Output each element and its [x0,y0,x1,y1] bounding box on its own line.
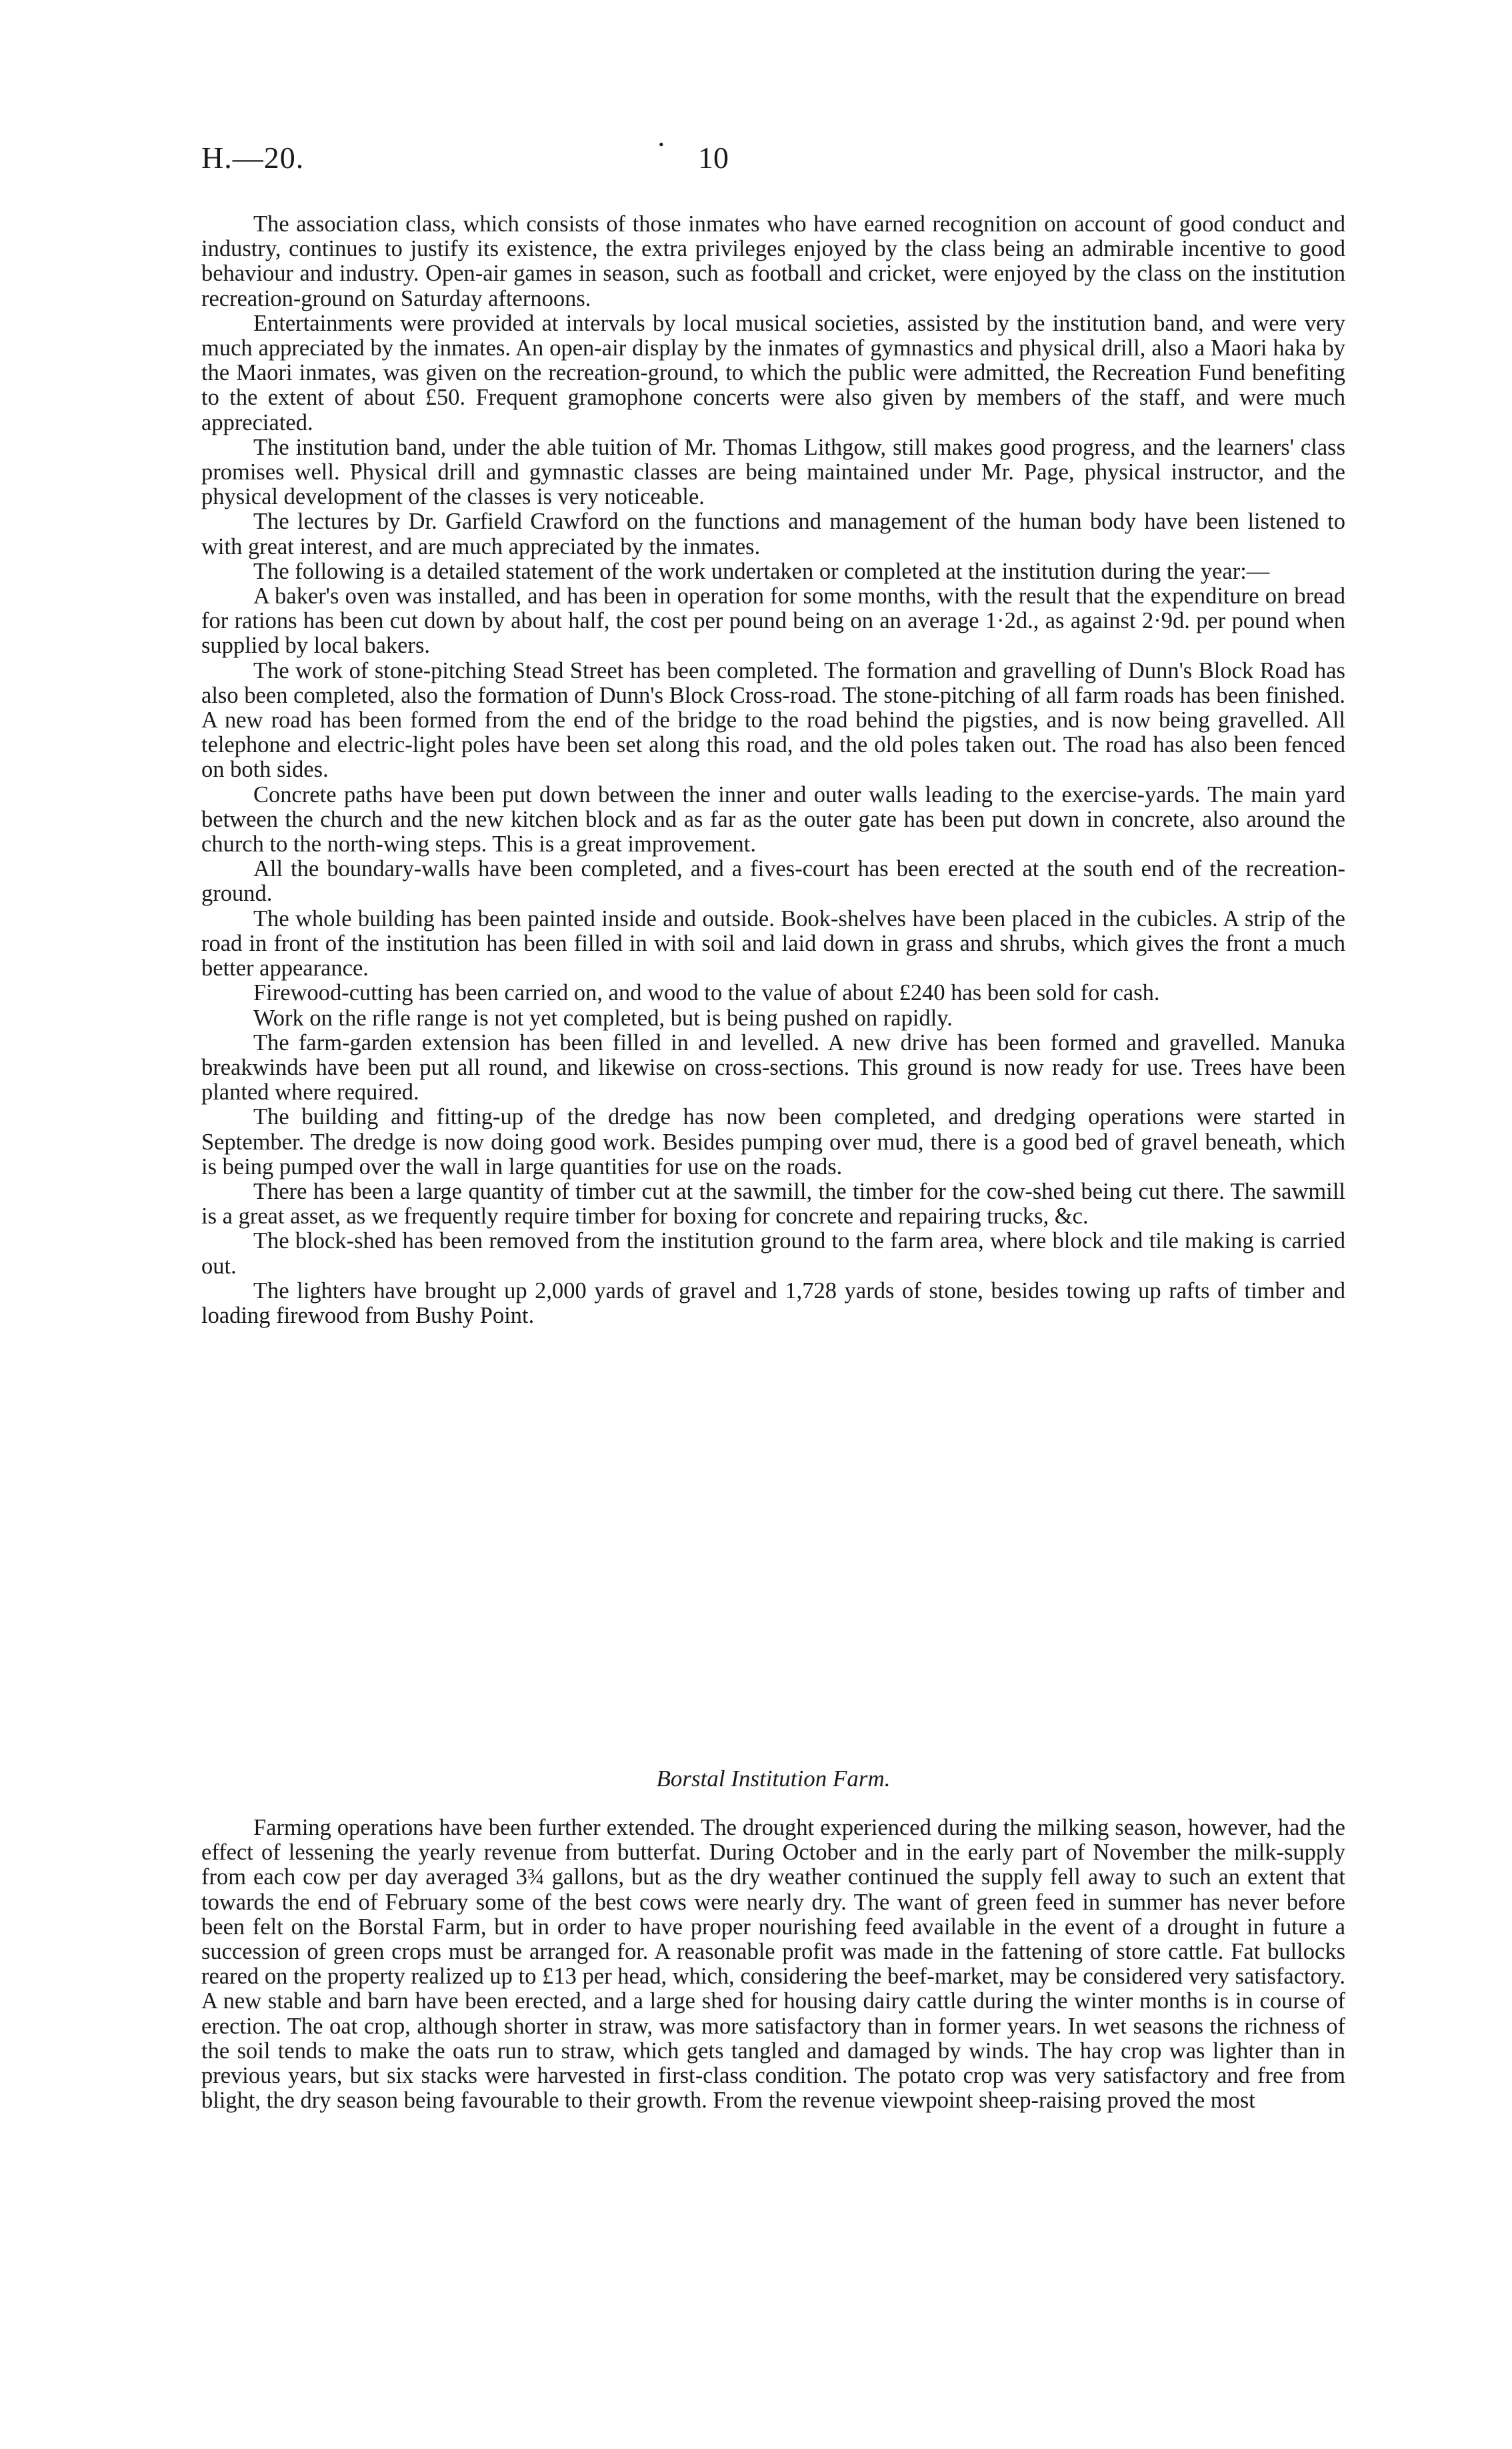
paragraph-lighters: The lighters have brought up 2,000 yards of gravel and 1,728 yards of stone, besides towing up rafts of timber and loading firewood from Bushy Point. [201,1278,1345,1328]
paragraph-statement-intro: The following is a detailed statement of the work undertaken or completed at the institution during the year:— [253,558,1270,584]
report-body [201,212,1345,1328]
paragraph-boundary-walls: All the boundary-walls have been completed, and a fives-court has been erected at the south end of the recreation-ground. [201,856,1345,907]
paragraph-firewood: Firewood-cutting has been carried on, and wood to the value of about £240 has been sold for cash. [253,980,1160,1006]
paragraph-institution-band: The institution band, under the able tuition of Mr. Thomas Lithgow, still makes good progress, and the learners' class promises well. Physical drill and gymnastic classes are being maintained under Mr. Page, physical instructor, and the physical development of the classes is very noticeable. [201,434,1345,510]
page-number: 10 [698,141,729,175]
paragraph-block-shed: The block-shed has been removed from the institution ground to the farm area, where block and tile making is carried out. [201,1228,1345,1279]
paragraph-sawmill: There has been a large quantity of timber cut at the sawmill, the timber for the cow-shed being cut there. The sawmill is a great asset, as we frequently require timber for boxing for concrete and repairing trucks, &c. [201,1178,1345,1230]
paragraph-rifle-range: Work on the rifle range is not yet completed, but is being pushed on rapidly. [253,1005,953,1031]
paragraph-lectures: The lectures by Dr. Garfield Crawford on the functions and management of the human body have been listened to with great interest, and are much appreciated by the inmates. [201,509,1345,559]
document-reference: H.—20. [201,141,305,175]
header-mark: • [659,136,664,153]
paragraph-bakers-oven: A baker's oven was installed, and has been in operation for some months, with the result that the expenditure on bread for rations has been cut down by about half, the cost per pound being on an average 1·2d., as against 2·9d. per pound when supplied by local bakers. [201,583,1345,659]
section-heading: Borstal Institution Farm. [656,1766,891,1792]
paragraph-association-class: The association class, which consists of those inmates who have earned recognition on account of good conduct and industry, continues to justify its existence, the extra privileges enjoyed by the class being an admirable incentive to good behaviour and industry. Open-air games in season, such as football and cricket, were enjoyed by the class on the institution recreation-ground on Saturday afternoons. [201,211,1345,311]
paragraph-concrete-paths: Concrete paths have been put down between the inner and outer walls leading to the exercise-yards. The main yard between the church and the new kitchen block and as far as the outer gate has been put down in concrete, also around the church to the north-wing steps. This is a great improvement. [201,781,1345,857]
paragraph-stone-pitching: The work of stone-pitching Stead Street has been completed. The formation and gravelling of Dunn's Block Road has also been completed, also the formation of Dunn's Block Cross-road. The stone-pitching of all farm roads has been finished. A new road has been formed from the end of the bridge to the road behind the pigsties, and is now being gravelled. All telephone and electric-light poles have been set along this road, and the old poles taken out. The road has also been fenced on both sides. [201,657,1345,783]
paragraph-building-painted: The whole building has been painted inside and outside. Book-shelves have been placed in the cubicles. A strip of the road in front of the institution has been filled in with soil and laid down in grass and shrubs, which gives the front a much better appearance. [201,905,1345,981]
farm-section-body [201,1816,1345,2113]
paragraph-entertainments: Entertainments were provided at intervals by local musical societies, assisted by the institution band, and were very much appreciated by the inmates. An open-air display by the inmates of gymnastics and physical drill, also a Maori haka by the Maori inmates, was given on the recreation-ground, to which the public were admitted, the Recreation Fund benefiting to the extent of about £50. Frequent gramophone concerts were also given by members of the staff, and were much appreciated. [201,310,1345,435]
paragraph-farm-garden: The farm-garden extension has been filled in and levelled. A new drive has been formed and gravelled. Manuka breakwinds have been put all round, and likewise on cross-sections. This ground is now ready for use. Trees have been planted where required. [201,1029,1345,1105]
paragraph-dredge: The building and fitting-up of the dredge has now been completed, and dredging operations were started in September. The dredge is now doing good work. Besides pumping over mud, there is a good bed of gravel beneath, which is being pumped over the wall in large quantities for use on the roads. [201,1104,1345,1179]
page-header [201,136,1348,180]
paragraph-farming-operations: Farming operations have been further extended. The drought experienced during the milking season, however, had the effect of lessening the yearly revenue from butterfat. During October and in the early part of November the milk-supply from each cow per day averaged 3¾ gallons, but as the dry weather continued the supply fell away to such an extent that towards the end of February some of the best cows were nearly dry. The want of green feed in summer has never before been felt on the Borstal Farm, but in order to have proper nourishing feed available in the event of a drought in future a succession of green crops must be arranged for. A reasonable profit was made in the fattening of store cattle. Fat bullocks reared on the property realized up to £13 per head, which, considering the beef-market, may be considered very satisfactory. A new stable and barn have been erected, and a large shed for housing dairy cattle during the winter months is in course of erection. The oat crop, although shorter in straw, was more satisfactory than in former years. In wet seasons the richness of the soil tends to make the oats run to straw, which gets tangled and damaged by winds. The hay crop was lighter than in previous years, but six stacks were harvested in first-class condition. The potato crop was very satisfactory and free from blight, the dry season being favourable to their growth. From the revenue viewpoint sheep-raising proved the most [201,1815,1345,2114]
